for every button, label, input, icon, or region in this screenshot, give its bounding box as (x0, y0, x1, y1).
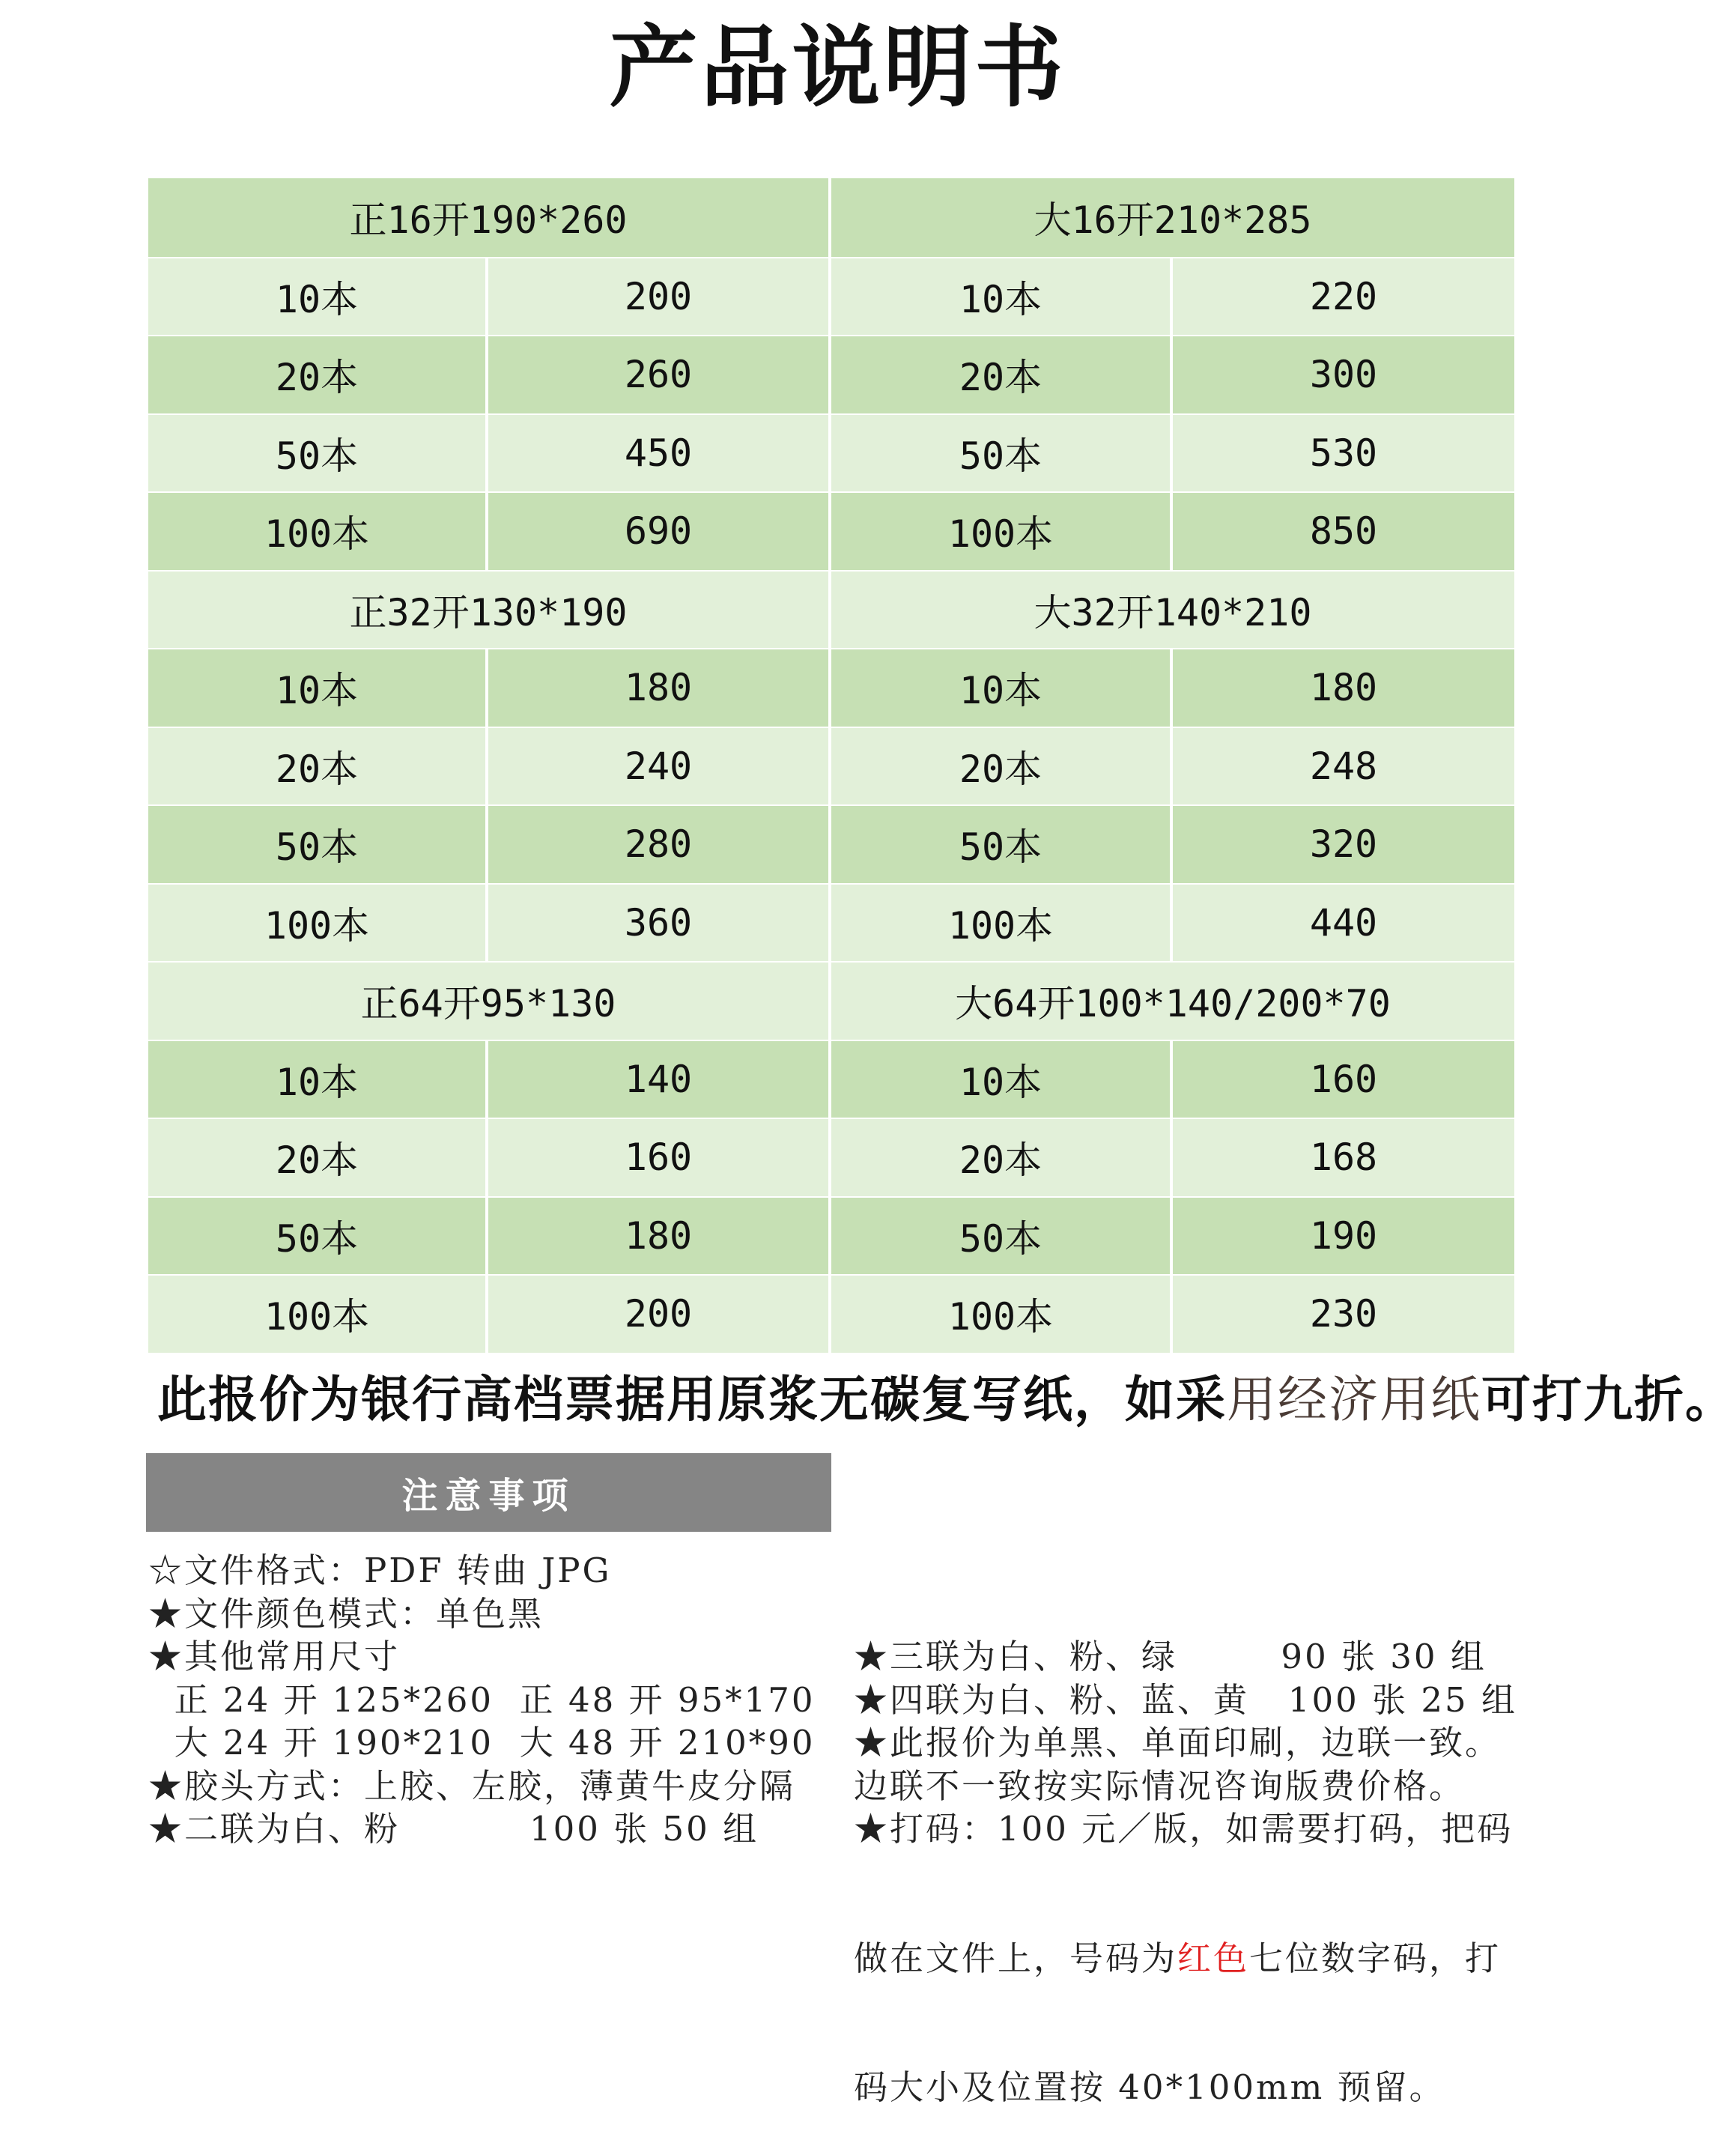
table-row (148, 257, 831, 336)
quantity-cell: 50本 (148, 1198, 488, 1275)
quantity-cell: 20本 (831, 728, 1173, 805)
price-cell: 160 (624, 1136, 693, 1180)
table-row (831, 257, 1514, 336)
left-notes (148, 1549, 822, 1851)
price-cell: 230 (1309, 1292, 1378, 1336)
price-cell: 360 (624, 900, 693, 945)
left-note-line: ★胶头方式：上胶、左胶，薄黄牛皮分隔 (148, 1765, 796, 1806)
table-row (148, 413, 831, 492)
quantity-cell: 20本 (148, 336, 488, 413)
right-note-red-line (854, 1937, 1528, 1980)
price-cell: 180 (1309, 666, 1378, 710)
table-row (831, 883, 1514, 962)
size-header-da-2 (831, 570, 1514, 649)
table-row (831, 1040, 1514, 1118)
table-row (148, 883, 831, 962)
table-row (831, 1196, 1514, 1275)
quantity-cell: 20本 (831, 336, 1173, 413)
price-cell: 140 (624, 1057, 693, 1101)
table-row (148, 1040, 831, 1118)
table-row (148, 335, 831, 413)
price-cell: 530 (1309, 431, 1378, 475)
right-note-last: 码大小及位置按 40*100mm 预留。 (854, 2067, 1445, 2107)
table-row (831, 727, 1514, 805)
price-cell: 168 (1309, 1136, 1378, 1180)
size-header-label: 大32开140*210 (1034, 590, 1312, 634)
price-cell: 450 (624, 431, 693, 475)
quantity-cell: 50本 (831, 806, 1173, 883)
size-header-label: 正64开95*130 (360, 982, 616, 1026)
price-cell: 440 (1309, 900, 1378, 945)
right-note-red-after: 七位数字码，打 (1249, 1938, 1502, 1978)
price-cell: 248 (1309, 744, 1378, 788)
price-cell: 180 (624, 666, 693, 710)
table-row (148, 491, 831, 570)
size-header-da-3 (831, 961, 1514, 1040)
price-cell: 220 (1309, 274, 1378, 318)
table-row (148, 648, 831, 727)
size-header-zheng-3 (148, 961, 831, 1040)
page-title: 产品说明书 (609, 16, 1066, 119)
note-main: 此报价为银行高档票据用原浆无碳复写纸，如采 (157, 1370, 1227, 1428)
left-note-line: ★其他常用尺寸 (148, 1637, 401, 1676)
price-cell: 200 (624, 1292, 693, 1336)
price-cell: 240 (624, 744, 693, 788)
right-note-line: ★此报价为单黑、单面印刷，边联一致。 (854, 1723, 1502, 1762)
left-note-line: ★二联为白、粉 100 张 50 组 (148, 1809, 759, 1849)
right-note-line: ★打码：100 元／版，如需要打码，把码 (854, 1809, 1514, 1849)
table-row (148, 1196, 831, 1275)
quantity-cell: 20本 (148, 1119, 488, 1196)
note-tail: 可打九折。 (1481, 1370, 1736, 1428)
price-table (148, 178, 1514, 1353)
quantity-cell: 100本 (831, 1276, 1173, 1353)
price-cell: 180 (624, 1213, 693, 1258)
notice-title-bar: 注意事项 (146, 1453, 831, 1532)
left-note-line: ☆文件格式：PDF 转曲 JPG (148, 1551, 612, 1590)
quantity-cell: 10本 (831, 649, 1173, 727)
quantity-cell: 10本 (148, 258, 488, 336)
price-cell: 200 (624, 274, 693, 318)
table-row (148, 804, 831, 883)
price-cell: 260 (624, 353, 693, 397)
right-note-line: ★三联为白、粉、绿 90 张 30 组 (854, 1637, 1487, 1676)
quantity-cell: 100本 (148, 885, 488, 962)
table-row (831, 648, 1514, 727)
price-cell: 190 (1309, 1213, 1378, 1258)
price-cell: 850 (1309, 509, 1378, 554)
quantity-cell: 20本 (831, 1119, 1173, 1196)
left-note-line: ★文件颜色模式：单色黑 (148, 1593, 544, 1634)
left-note-line: 大 24 开 190*210 大 48 开 210*90 (148, 1723, 816, 1762)
right-note-line: ★四联为白、粉、蓝、黄 100 张 25 组 (854, 1679, 1517, 1720)
left-note-line: 正 24 开 125*260 正 48 开 95*170 (148, 1679, 816, 1720)
price-note (157, 1362, 1736, 1437)
quantity-cell: 50本 (148, 415, 488, 492)
table-row (831, 1274, 1514, 1353)
size-header-label: 正32开130*190 (349, 590, 628, 634)
quantity-cell: 100本 (831, 885, 1173, 962)
table-row (831, 335, 1514, 413)
size-header-label: 大16开210*285 (1034, 198, 1312, 243)
table-row (831, 1118, 1514, 1196)
note-soft: 用经济用纸 (1227, 1371, 1481, 1428)
quantity-cell: 10本 (831, 258, 1173, 336)
price-cell: 280 (624, 822, 693, 867)
quantity-cell: 50本 (148, 806, 488, 883)
quantity-cell: 50本 (831, 1198, 1173, 1275)
table-row (831, 413, 1514, 492)
size-header-da-1 (831, 178, 1514, 257)
size-header-label: 大64开100*140/200*70 (955, 982, 1391, 1026)
right-note-red-before: 做在文件上，号码为 (854, 1938, 1178, 1978)
table-row (148, 1118, 831, 1196)
red-color-text: 红色 (1177, 1938, 1250, 1978)
quantity-cell: 10本 (148, 649, 488, 727)
price-cell: 690 (624, 509, 693, 554)
quantity-cell: 100本 (148, 493, 488, 570)
price-cell: 160 (1309, 1057, 1378, 1101)
table-row (148, 1274, 831, 1353)
price-cell: 320 (1309, 822, 1378, 867)
table-row (831, 491, 1514, 570)
size-header-zheng-1 (148, 178, 831, 257)
quantity-cell: 10本 (831, 1041, 1173, 1118)
table-row (831, 804, 1514, 883)
quantity-cell: 50本 (831, 415, 1173, 492)
size-header-label: 正16开190*260 (349, 198, 628, 243)
quantity-cell: 20本 (148, 728, 488, 805)
size-header-zheng-2 (148, 570, 831, 649)
quantity-cell: 100本 (831, 493, 1173, 570)
right-note-line: 边联不一致按实际情况咨询版费价格。 (854, 1765, 1466, 1806)
table-row (148, 727, 831, 805)
price-cell: 300 (1309, 353, 1378, 397)
right-notes (854, 1549, 1528, 2152)
quantity-cell: 10本 (148, 1041, 488, 1118)
quantity-cell: 100本 (148, 1276, 488, 1353)
